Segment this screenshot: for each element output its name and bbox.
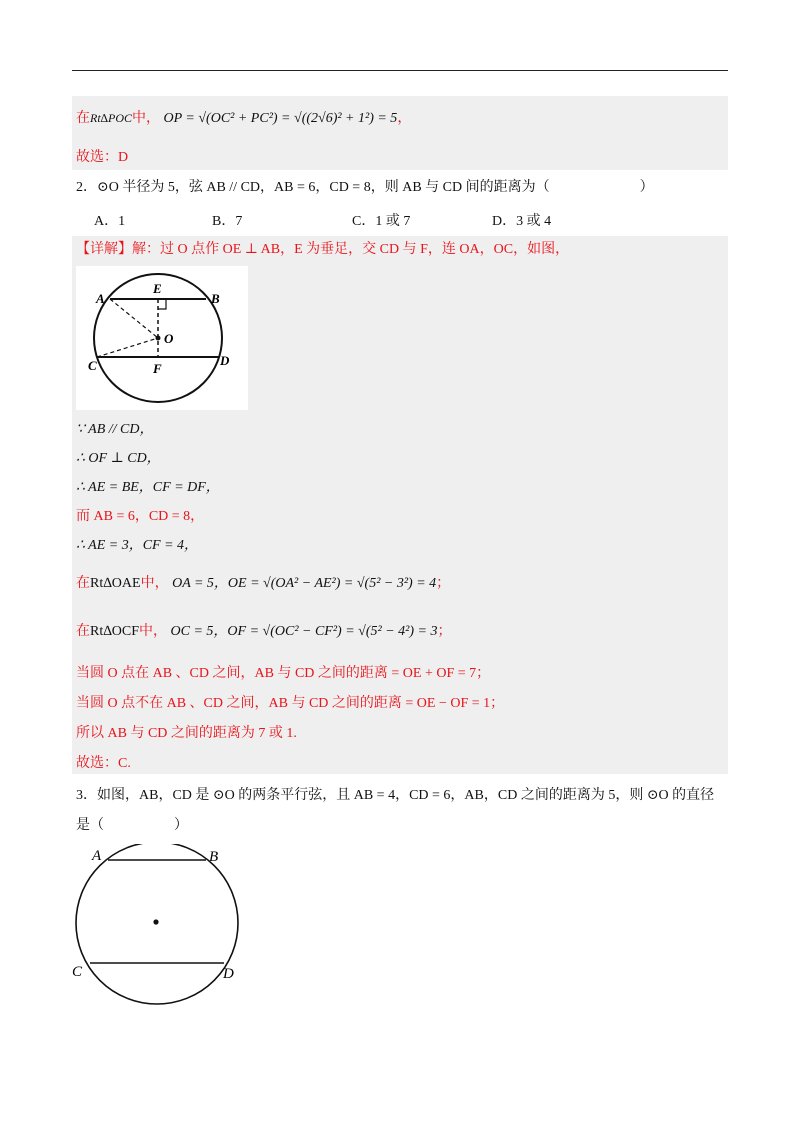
question-3-stem: 3．如图，AB，CD 是 ⊙O 的两条平行弦，且 AB = 4，CD = 6，AB，CD 之间的距离为 5，则 ⊙O 的直径 bbox=[76, 788, 715, 803]
label-o: O bbox=[164, 331, 174, 346]
label-c: C bbox=[88, 358, 97, 373]
label-b: B bbox=[209, 849, 219, 865]
circle-figure-2 bbox=[70, 844, 250, 1014]
option-b: B．7 bbox=[212, 214, 243, 229]
step-4: 而 AB = 6，CD = 8， bbox=[76, 509, 205, 524]
answer-c: 故选：C. bbox=[76, 756, 131, 771]
label-d: D bbox=[223, 966, 234, 982]
prev-solution-formula-line: 在Rt∆POC中， OP = √(OC² + PC²) = √((2√6)² + 1²) = 5， bbox=[76, 111, 412, 126]
conclusion: 所以 AB 与 CD 之间的距离为 7 或 1. bbox=[76, 726, 297, 741]
solution-intro: 【详解】解：过 O 点作 OE ⊥ AB，E 为垂足，交 CD 与 F，连 OA，OC，如图， bbox=[76, 242, 570, 257]
label-b: B bbox=[211, 291, 220, 306]
calc-oe: 在Rt∆OAE中， OA = 5，OE = √(OA² − AE²) = √(5² − 3²) = 4； bbox=[76, 576, 451, 591]
question-2-stem: 2．⊙O 半径为 5，弦 AB // CD，AB = 6，CD = 8，则 AB 与 CD 间的距离为（ ） bbox=[76, 180, 654, 195]
label-a: A bbox=[92, 848, 102, 864]
label-c: C bbox=[72, 964, 83, 980]
label-a: A bbox=[96, 291, 105, 306]
center-point-o bbox=[156, 336, 161, 341]
option-d: D．3 或 4 bbox=[492, 214, 552, 229]
circle-figure-1 bbox=[76, 266, 248, 410]
step-2: ∴ OF ⊥ CD， bbox=[76, 451, 161, 466]
formula-op: OP = √(OC² + PC²) = √((2√6)² + 1²) = 5 bbox=[163, 111, 398, 126]
label-d: D bbox=[220, 353, 230, 368]
center-point bbox=[153, 919, 158, 924]
label-f: F bbox=[153, 361, 162, 376]
option-a: A．1 bbox=[94, 214, 126, 229]
header-rule bbox=[72, 70, 728, 71]
prev-answer: 故选：D bbox=[76, 150, 129, 165]
case-between: 当圆 O 点在 AB 、CD 之间，AB 与 CD 之间的距离 = OE + OF = 7； bbox=[76, 666, 491, 681]
option-c: C．1 或 7 bbox=[352, 214, 411, 229]
question-3-stem-line2: 是（ ） bbox=[76, 818, 188, 833]
label-e: E bbox=[153, 281, 162, 296]
case-not-between: 当圆 O 点不在 AB 、CD 之间，AB 与 CD 之间的距离 = OE − OF = 1； bbox=[76, 696, 505, 711]
detail-tag: 【详解】 bbox=[76, 242, 132, 257]
step-1: ∵ AB // CD， bbox=[76, 422, 154, 437]
step-5: ∴ AE = 3，CF = 4， bbox=[76, 538, 199, 553]
calc-of: 在Rt∆OCF中， OC = 5，OF = √(OC² − CF²) = √(5² − 4²) = 3； bbox=[76, 624, 452, 639]
step-3: ∴ AE = BE，CF = DF， bbox=[76, 480, 220, 495]
